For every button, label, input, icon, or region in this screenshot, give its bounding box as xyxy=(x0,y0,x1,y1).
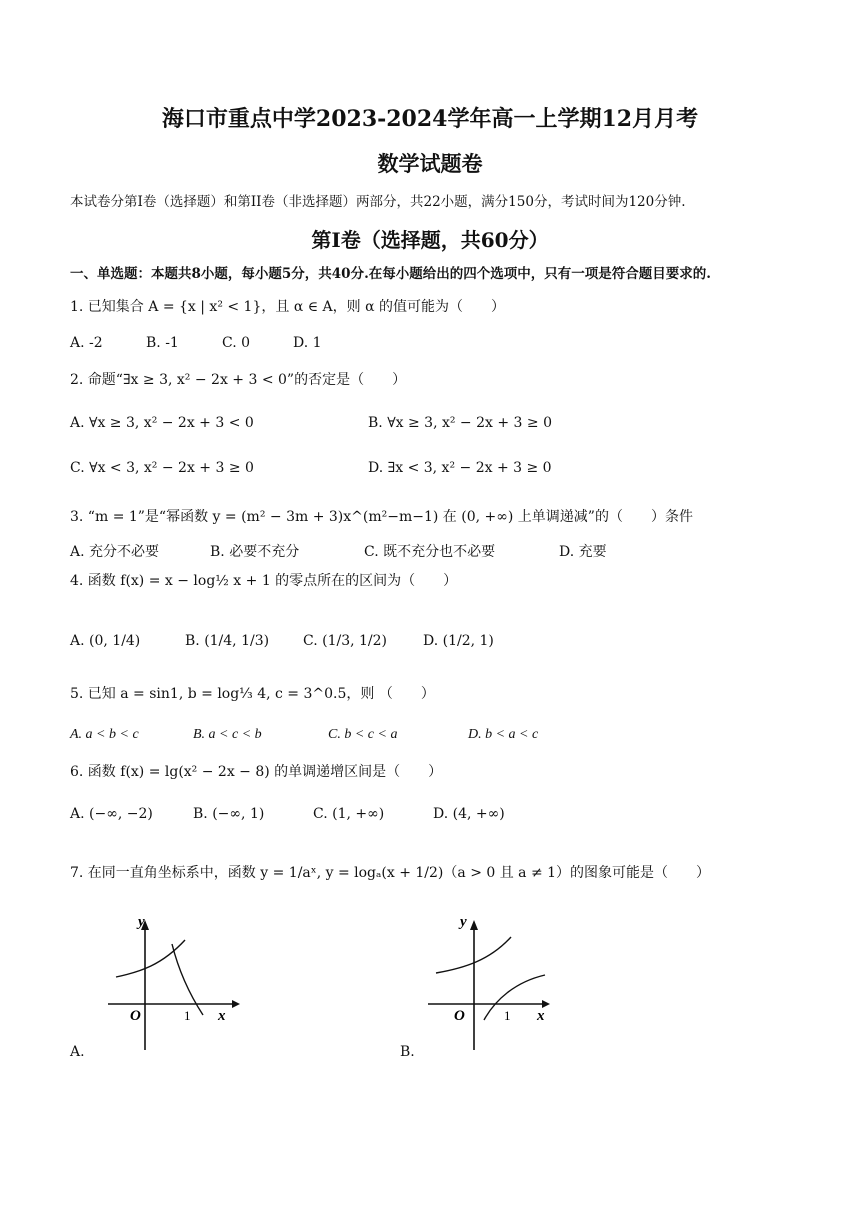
question-5-stem: 5. 已知 a = sin1, b = log⅓ 4, c = 3^0.5，则 （ ） xyxy=(70,686,435,702)
curve-exponential xyxy=(116,940,185,977)
question-6-stem: 6. 函数 f(x) = lg(x² − 2x − 8) 的单调递增区间是（ ） xyxy=(70,764,443,780)
q2-option-a: A. ∀x ≥ 3, x² − 2x + 3 < 0 xyxy=(70,415,254,431)
q3-option-c: C. 既不充分也不必要 xyxy=(364,544,496,560)
x-label: x xyxy=(537,1008,545,1024)
y-axis-arrow xyxy=(470,920,478,930)
q1-option-c: C. 0 xyxy=(222,335,251,351)
q6-option-d: D. (4, +∞) xyxy=(433,806,505,822)
q4-option-a: A. (0, 1/4) xyxy=(70,633,141,649)
question-2-stem: 2. 命题“∃x ≥ 3, x² − 2x + 3 < 0”的否定是（ ） xyxy=(70,372,407,388)
q3-option-d: D. 充要 xyxy=(559,544,607,560)
q3-option-b: B. 必要不充分 xyxy=(210,544,300,560)
q1-option-d: D. 1 xyxy=(293,335,322,351)
q7-graph-b xyxy=(420,910,560,1060)
q7-option-a: A. xyxy=(70,1044,85,1060)
question-3-stem: 3. “m = 1”是“幂函数 y = (m² − 3m + 3)x^(m²−m−1) 在 (0, +∞) 上单调递减”的（ ）条件 xyxy=(70,509,693,525)
q7-graph-a xyxy=(100,910,240,1060)
x-axis-arrow xyxy=(542,1000,550,1008)
curve-logarithm xyxy=(484,975,545,1020)
section-instruction: 一、单选题：本题共8小题，每小题5分，共40分.在每小题给出的四个选项中，只有一项是符合题目要求的. xyxy=(70,266,711,282)
question-7-stem: 7. 在同一直角坐标系中，函数 y = 1/aˣ, y = logₐ(x + 1/2)（a > 0 且 a ≠ 1）的图象可能是（ ） xyxy=(70,865,711,881)
section-title: 第I卷（选择题，共60分） xyxy=(311,228,549,252)
q2-option-c: C. ∀x < 3, x² − 2x + 3 ≥ 0 xyxy=(70,460,254,476)
q4-option-d: D. (1/2, 1) xyxy=(423,633,494,649)
x-axis-arrow xyxy=(232,1000,240,1008)
y-label: y xyxy=(138,914,145,930)
q2-option-b: B. ∀x ≥ 3, x² − 2x + 3 ≥ 0 xyxy=(368,415,552,431)
q7-option-b: B. xyxy=(400,1044,415,1060)
exam-title: 海口市重点中学2023-2024学年高一上学期12月月考 xyxy=(161,106,699,132)
q4-option-b: B. (1/4, 1/3) xyxy=(185,633,270,649)
q2-option-d: D. ∃x < 3, x² − 2x + 3 ≥ 0 xyxy=(368,460,552,476)
exam-intro: 本试卷分第I卷（选择题）和第II卷（非选择题）两部分，共22小题，满分150分，考试时间为120分钟. xyxy=(70,194,686,210)
x-label: x xyxy=(218,1008,226,1024)
question-4-stem: 4. 函数 f(x) = x − log½ x + 1 的零点所在的区间为（ ） xyxy=(70,573,458,589)
q1-option-a: A. -2 xyxy=(70,335,103,351)
tick-one-label: 1 xyxy=(184,1008,191,1023)
q6-option-a: A. (−∞, −2) xyxy=(70,806,153,822)
q5-option-d: D. b < a < c xyxy=(468,727,539,742)
q4-option-c: C. (1/3, 1/2) xyxy=(303,633,387,649)
y-label: y xyxy=(460,914,467,930)
tick-one-label: 1 xyxy=(504,1008,511,1023)
q3-option-a: A. 充分不必要 xyxy=(70,544,160,560)
q5-option-b: B. a < c < b xyxy=(193,727,262,742)
q5-option-a: A. a < b < c xyxy=(70,727,139,742)
question-1-stem: 1. 已知集合 A = {x | x² < 1}，且 α ∈ A，则 α 的值可能为（ ） xyxy=(70,299,506,315)
q6-option-b: B. (−∞, 1) xyxy=(193,806,265,822)
q1-option-b: B. -1 xyxy=(146,335,179,351)
q5-option-c: C. b < c < a xyxy=(328,727,398,742)
exam-subtitle: 数学试题卷 xyxy=(377,151,483,176)
q6-option-c: C. (1, +∞) xyxy=(313,806,385,822)
origin-label: O xyxy=(130,1008,141,1024)
origin-label: O xyxy=(454,1008,465,1024)
